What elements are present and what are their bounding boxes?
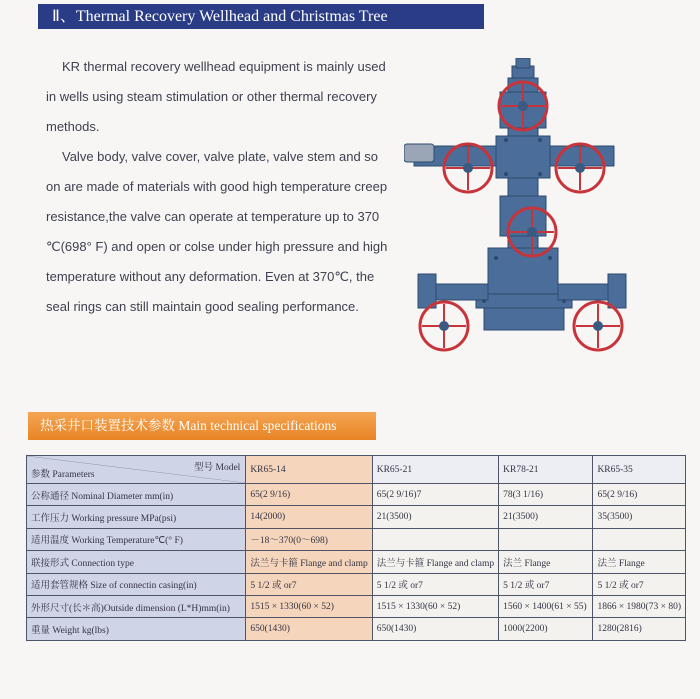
table-row (27, 506, 686, 528)
value-cell (499, 528, 593, 550)
value-cell: 21(3500) (372, 506, 498, 528)
value-cell: 法兰与卡箍 Flange and clamp (246, 551, 372, 573)
param-cell: 联接形式 Connection type (27, 551, 246, 573)
table-row (27, 528, 686, 550)
intro-paragraph-2: Valve body, valve cover, valve plate, valve stem and so on are made of materials with good high temperature creep resistance,the valve can operate at temperature up to 370 ℃(698° F) and open or colse under high pressure and high temperature without any deformation. Even at 370℃, the seal rings can still maintain good sealing performance. (46, 149, 388, 314)
value-cell: －18～370(0～698) (246, 528, 372, 550)
specs-table (26, 455, 686, 641)
table-row (27, 573, 686, 595)
param-cell: 适用套管规格 Size of connectin casing(in) (27, 573, 246, 595)
section-title: Ⅱ、Thermal Recovery Wellhead and Christmas Tree (38, 4, 484, 29)
model-header: KR65-14 (246, 456, 372, 484)
table-header-row (27, 456, 686, 484)
value-cell: 5 1/2 或 or7 (499, 573, 593, 595)
value-cell: 65(2 9/16)7 (372, 484, 498, 506)
table-row (27, 618, 686, 640)
value-cell: 65(2 9/16) (246, 484, 372, 506)
value-cell: 5 1/2 或 or7 (593, 573, 686, 595)
param-cell: 公称通径 Nominal Diameter mm(in) (27, 484, 246, 506)
param-cell: 重量 Weight kg(lbs) (27, 618, 246, 640)
value-cell: 1280(2816) (593, 618, 686, 640)
param-label: 参数 Parameters (31, 470, 95, 480)
value-cell: 1560 × 1400(61 × 55) (499, 595, 593, 617)
param-model-header (27, 456, 246, 484)
param-cell: 外形尺寸(长＊高)Outside dimension (L*H)mm(in) (27, 595, 246, 617)
value-cell: 650(1430) (372, 618, 498, 640)
model-header: KR65-35 (593, 456, 686, 484)
value-cell: 78(3 1/16) (499, 484, 593, 506)
value-cell: 14(2000) (246, 506, 372, 528)
value-cell: 5 1/2 或 or7 (246, 573, 372, 595)
table-row (27, 595, 686, 617)
value-cell: 650(1430) (246, 618, 372, 640)
value-cell: 法兰与卡箍 Flange and clamp (372, 551, 498, 573)
value-cell (372, 528, 498, 550)
value-cell: 35(3500) (593, 506, 686, 528)
value-cell (593, 528, 686, 550)
param-cell: 适用温度 Working Temperature℃(° F) (27, 528, 246, 550)
intro-text (46, 52, 396, 322)
value-cell: 21(3500) (499, 506, 593, 528)
table-row (27, 484, 686, 506)
christmas-tree-wellhead-image (404, 58, 640, 368)
value-cell: 法兰 Flange (499, 551, 593, 573)
model-label: 型号 Model (194, 463, 241, 473)
model-header: KR65-21 (372, 456, 498, 484)
table-row (27, 551, 686, 573)
value-cell: 1000(2200) (499, 618, 593, 640)
specs-banner: 热采井口装置技术参数 Main technical specifications (28, 412, 376, 440)
value-cell: 1866 × 1980(73 × 80) (593, 595, 686, 617)
value-cell: 65(2 9/16) (593, 484, 686, 506)
value-cell: 1515 × 1330(60 × 52) (372, 595, 498, 617)
value-cell: 1515 × 1330(60 × 52) (246, 595, 372, 617)
model-header: KR78-21 (499, 456, 593, 484)
intro-paragraph-1: KR thermal recovery wellhead equipment is mainly used in wells using steam stimulation or other thermal recovery methods. (46, 59, 386, 134)
value-cell: 5 1/2 或 or7 (372, 573, 498, 595)
param-cell: 工作压力 Working pressure MPa(psi) (27, 506, 246, 528)
value-cell: 法兰 Flange (593, 551, 686, 573)
